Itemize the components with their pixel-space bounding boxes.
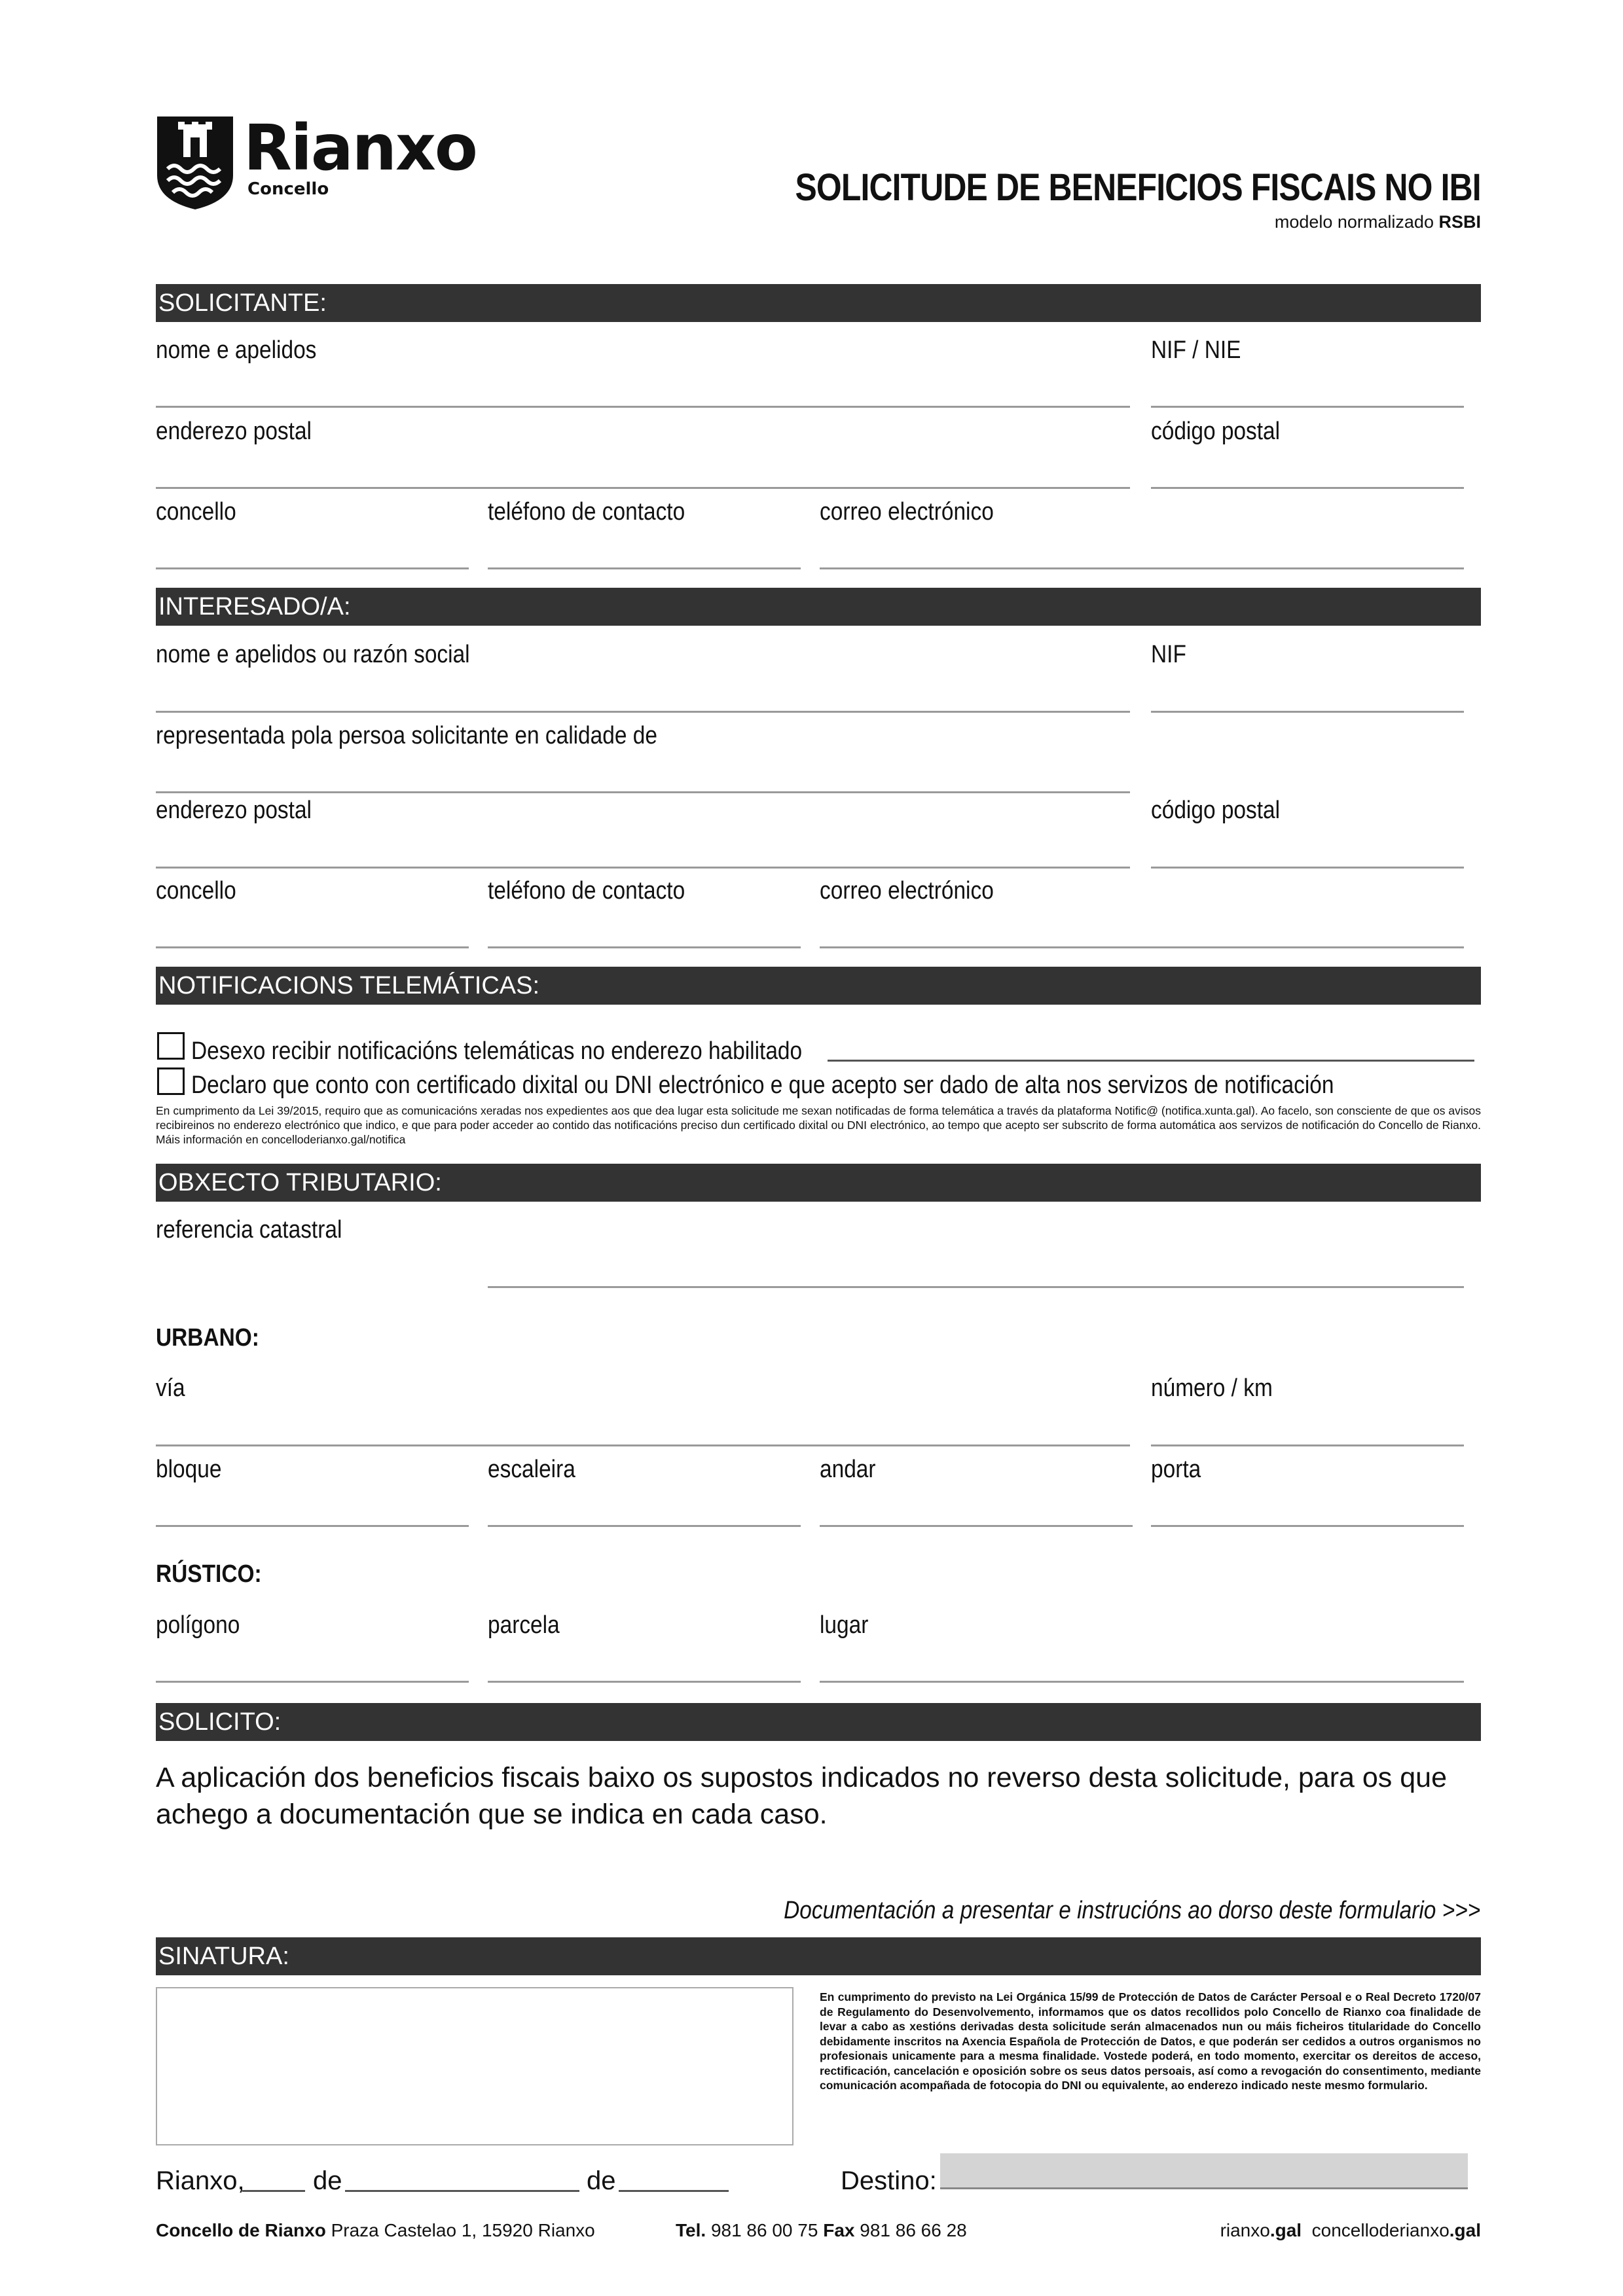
lugar-label: lugar bbox=[820, 1611, 869, 1639]
solicitante-nif-label: NIF / NIE bbox=[1151, 336, 1241, 364]
numero-km-label: número / km bbox=[1151, 1374, 1273, 1402]
andar-field[interactable] bbox=[820, 1525, 1133, 1527]
escaleira-field[interactable] bbox=[488, 1525, 801, 1527]
footer-web-name: rianxo bbox=[1220, 2220, 1270, 2240]
model-code bbox=[1275, 212, 1481, 232]
via-label: vía bbox=[156, 1374, 185, 1402]
interesado-telefono-field[interactable] bbox=[488, 946, 801, 948]
option2-label: Declaro que conto con certificado dixital ou DNI electrónico e que acepto ser dado de alta nos servizos de notificación bbox=[191, 1071, 1334, 1099]
parcela-field[interactable] bbox=[488, 1681, 801, 1683]
footer-address bbox=[156, 2220, 595, 2241]
interesado-correo-label: correo electrónico bbox=[820, 877, 994, 905]
andar-label: andar bbox=[820, 1456, 876, 1483]
footer-address-text: Praza Castelao 1, 15920 Rianxo bbox=[331, 2220, 595, 2240]
rustico-heading: RÚSTICO: bbox=[156, 1560, 262, 1588]
interesado-cp-label: código postal bbox=[1151, 797, 1281, 824]
lopd-note: En cumprimento do previsto na Lei Orgánica 15/99 de Protección de Datos de Carácter Persoal e o Real Decreto 1720/07 de Regulamento do Desenvolvemento, informamos que os datos recollidos polo Concello de Rianxo coa finalidade de levar a cabo as xestións derivadas desta solicitude serán almacenados nun ou máis ficheiros titularidade do Concello debidamente inscritos na Axencia Española de Protección de Datos, e que poderán ser cedidos a outros organismos no profesionais unicamente para a mesma finalidade. Vostede poderá, en todo momento, exercitar os dereitos de acceso, rectificación, cancelación e oposición sobre os seus datos persoais, así como a revogación do consentimento, mediante comunicación acompañada de fotocopia do DNI ou equivalente, ao enderezo indicado neste mesmo formulario. bbox=[820, 1990, 1481, 2092]
bloque-label: bloque bbox=[156, 1456, 222, 1483]
interesado-representada-label: representada pola persoa solicitante en calidade de bbox=[156, 722, 657, 749]
solicitante-nome-field[interactable] bbox=[156, 406, 1130, 408]
interesado-representada-field[interactable] bbox=[156, 791, 1130, 793]
interesado-concello-label: concello bbox=[156, 877, 236, 905]
interesado-enderezo-field[interactable] bbox=[156, 867, 1130, 869]
footer-tel-label: Tel. bbox=[676, 2220, 706, 2240]
logo-subtitle: Concello bbox=[247, 179, 329, 199]
solicitante-telefono-label: teléfono de contacto bbox=[488, 498, 685, 526]
footer-mail-link[interactable] bbox=[1312, 2220, 1481, 2240]
rianxo-shield-logo bbox=[156, 115, 234, 211]
solicitante-concello-field[interactable] bbox=[156, 567, 469, 569]
model-prefix: modelo normalizado bbox=[1274, 212, 1434, 232]
interesado-nome-label: nome e apelidos ou razón social bbox=[156, 641, 470, 668]
interesado-nome-field[interactable] bbox=[156, 711, 1130, 713]
footer-tel: 981 86 00 75 bbox=[710, 2220, 818, 2240]
footer-web bbox=[1220, 2220, 1481, 2241]
solicitante-nif-field[interactable] bbox=[1151, 406, 1464, 408]
footer-web-tld: .gal bbox=[1269, 2220, 1302, 2240]
section-solicitante: SOLICITANTE: bbox=[156, 284, 1481, 322]
solicitante-cp-label: código postal bbox=[1151, 418, 1281, 445]
solicitante-enderezo-field[interactable] bbox=[156, 487, 1130, 489]
poligono-label: polígono bbox=[156, 1611, 240, 1639]
signature-box[interactable] bbox=[156, 1987, 793, 2145]
model-code-value: RSBI bbox=[1438, 212, 1481, 232]
parcela-label: parcela bbox=[488, 1611, 560, 1639]
section-notificacions: NOTIFICACIONS TELEMÁTICAS: bbox=[156, 967, 1481, 1005]
section-obxecto: OBXECTO TRIBUTARIO: bbox=[156, 1164, 1481, 1202]
solicito-text: A aplicación dos beneficios fiscais baixo os supostos indicados no reverso desta solicitude, para os que achego a documentación que se indica en cada caso. bbox=[156, 1762, 1447, 1830]
documentacion-note: Documentación a presentar e instrucións ao dorso deste formulario >>> bbox=[783, 1897, 1480, 1924]
interesado-concello-field[interactable] bbox=[156, 946, 469, 948]
footer-mail-name: concelloderianxo bbox=[1311, 2220, 1450, 2240]
interesado-nif-field[interactable] bbox=[1151, 711, 1464, 713]
month-field[interactable] bbox=[345, 2190, 579, 2192]
interesado-enderezo-label: enderezo postal bbox=[156, 797, 312, 824]
notificacions-legal-note: En cumprimento da Lei 39/2015, requiro que as comunicacións xeradas nos expedientes aos que dea lugar esta solicitude me sexan notificadas de forma telemática a través da plataforma Notific@ (notifica.xunta.gal). Ao facelo, son consciente de que os avisos recibireinos no enderezo electrónico que indico, e que para poder acceder ao contido das notificacións preciso dun certificado dixital ou DNI electrónico, ao tempo que acepto ser subscrito de forma automática aos servizos de notificación do Concello de Rianxo. Máis información en concelloderianxo.gal/notifica bbox=[156, 1104, 1481, 1146]
page-title: SOLICITUDE DE BENEFICIOS FISCAIS NO IBI bbox=[795, 166, 1481, 209]
bloque-field[interactable] bbox=[156, 1525, 469, 1527]
urbano-heading: URBANO: bbox=[156, 1324, 259, 1352]
numero-km-field[interactable] bbox=[1151, 1444, 1464, 1446]
footer-fax: 981 86 66 28 bbox=[860, 2220, 967, 2240]
section-interesado: INTERESADO/A: bbox=[156, 588, 1481, 626]
section-sinatura: SINATURA: bbox=[156, 1937, 1481, 1975]
solicitante-correo-label: correo electrónico bbox=[820, 498, 994, 526]
porta-field[interactable] bbox=[1151, 1525, 1464, 1527]
interesado-nif-label: NIF bbox=[1151, 641, 1186, 668]
footer-phone bbox=[676, 2220, 967, 2241]
interesado-cp-field[interactable] bbox=[1151, 867, 1464, 869]
destino-label: Destino: bbox=[841, 2166, 937, 2195]
referencia-catastral-label: referencia catastral bbox=[156, 1216, 342, 1244]
escaleira-label: escaleira bbox=[488, 1456, 575, 1483]
porta-label: porta bbox=[1151, 1456, 1201, 1483]
notificacions-enderezo-field[interactable] bbox=[828, 1060, 1474, 1062]
referencia-catastral-field[interactable] bbox=[488, 1286, 1464, 1288]
poligono-field[interactable] bbox=[156, 1681, 469, 1683]
footer-mail-tld: .gal bbox=[1449, 2220, 1481, 2240]
day-field[interactable] bbox=[242, 2190, 305, 2192]
checkbox-declaro-certificado[interactable] bbox=[157, 1067, 185, 1095]
solicitante-cp-field[interactable] bbox=[1151, 487, 1464, 489]
solicitante-telefono-field[interactable] bbox=[488, 567, 801, 569]
place-label: Rianxo, bbox=[156, 2166, 245, 2195]
interesado-correo-field[interactable] bbox=[820, 946, 1464, 948]
solicitante-nome-label: nome e apelidos bbox=[156, 336, 317, 364]
option1-label: Desexo recibir notificacións telemáticas no enderezo habilitado bbox=[191, 1037, 803, 1065]
solicitante-correo-field[interactable] bbox=[820, 567, 1464, 569]
footer-fax-label: Fax bbox=[823, 2220, 855, 2240]
lugar-field[interactable] bbox=[820, 1681, 1464, 1683]
interesado-telefono-label: teléfono de contacto bbox=[488, 877, 685, 905]
checkbox-notificacions-telematicas[interactable] bbox=[157, 1032, 185, 1060]
de-label-1: de bbox=[313, 2166, 342, 2195]
year-field[interactable] bbox=[619, 2190, 729, 2192]
destino-field[interactable] bbox=[940, 2153, 1468, 2189]
logo-name: Rianxo bbox=[244, 111, 477, 185]
footer-org: Concello de Rianxo bbox=[156, 2220, 326, 2240]
section-solicito: SOLICITO: bbox=[156, 1703, 1481, 1741]
footer-web-link[interactable] bbox=[1220, 2220, 1302, 2240]
solicitante-concello-label: concello bbox=[156, 498, 236, 526]
via-field[interactable] bbox=[156, 1444, 1130, 1446]
solicitante-enderezo-label: enderezo postal bbox=[156, 418, 312, 445]
de-label-2: de bbox=[587, 2166, 616, 2195]
